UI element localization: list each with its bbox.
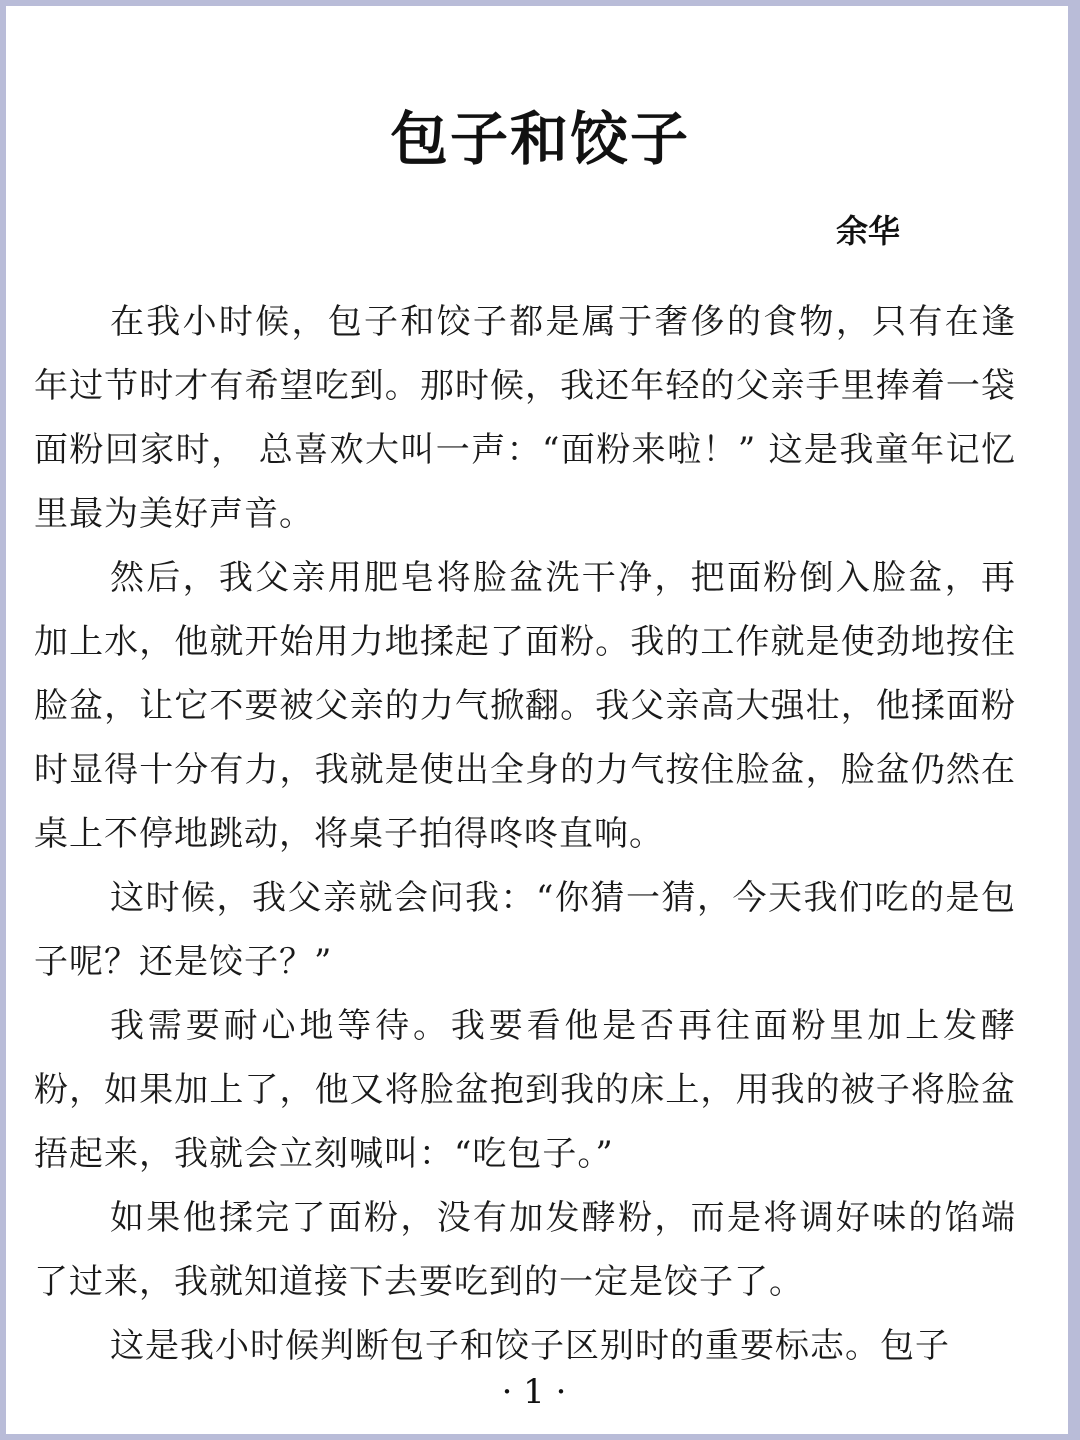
paragraph: 在我小时候，包子和饺子都是属于奢侈的食物，只有在逢年过节时才有希望吃到。那时候，我还年轻的父亲手里捧着一袋面粉回家时， 总喜欢大叫一声：“面粉来啦！” 这是我童年记忆里最为美好声音。	[34, 302, 1016, 534]
paragraph: 这是我小时候判断包子和饺子区别时的重要标志。包子	[110, 1326, 950, 1366]
article-body	[34, 290, 1016, 1378]
paragraph: 这时候，我父亲就会问我：“你猜一猜，今天我们吃的是包子呢？还是饺子？”	[34, 878, 1016, 982]
paragraph: 如果他揉完了面粉，没有加发酵粉，而是将调好味的馅端了过来，我就知道接下去要吃到的一定是饺子了。	[34, 1198, 1016, 1302]
article-title: 包子和饺子	[389, 105, 690, 173]
paragraph: 我需要耐心地等待。我要看他是否再往面粉里加上发酵粉，如果加上了，他又将脸盆抱到我的床上，用我的被子将脸盆捂起来，我就会立刻喊叫：“吃包子。”	[34, 1006, 1016, 1174]
author-name: 余华	[836, 212, 901, 250]
paragraph: 然后，我父亲用肥皂将脸盆洗干净，把面粉倒入脸盆，再加上水，他就开始用力地揉起了面粉。我的工作就是使劲地按住脸盆，让它不要被父亲的力气掀翻。我父亲高大强壮，他揉面粉时显得十分有力，我就是使出全身的力气按住脸盆，脸盆仍然在桌上不停地跳动，将桌子拍得咚咚直响。	[34, 558, 1016, 854]
page-number: · 1 ·	[501, 1372, 567, 1412]
